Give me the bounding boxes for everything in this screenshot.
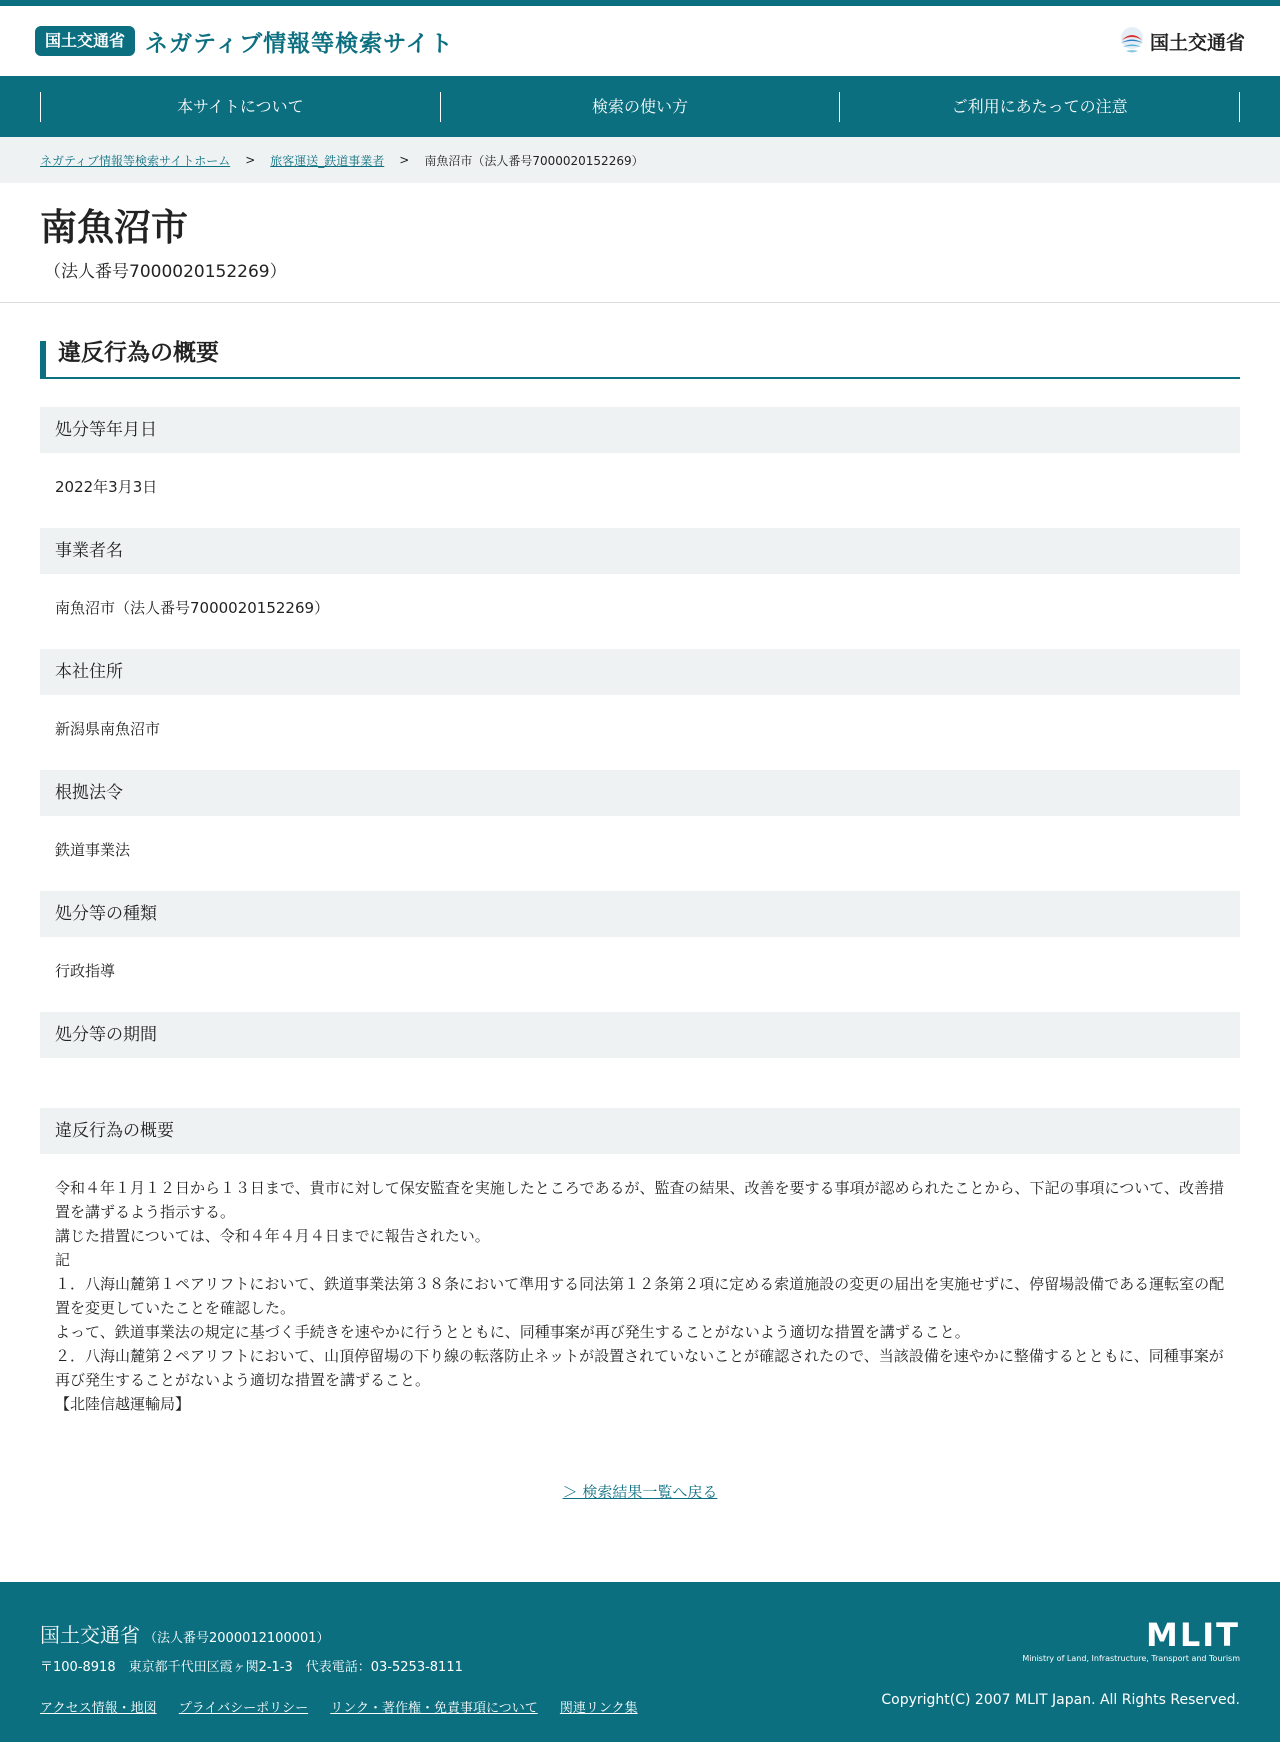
label-legal-basis: 根拠法令 [40,770,1240,816]
breadcrumb-separator: > [245,153,256,167]
nav-about[interactable]: 本サイトについて [40,92,440,122]
footer-link-privacy[interactable]: プライバシーポリシー [178,1701,309,1716]
breadcrumb-category-link[interactable]: 旅客運送_鉄道事業者 [270,153,385,168]
section-title-text: 違反行為の概要 [58,340,219,366]
site-header [0,6,1280,76]
ministry-logo[interactable] [1118,26,1245,56]
label-disposition-date: 処分等年月日 [40,407,1240,453]
breadcrumb-home-link[interactable]: ネガティブ情報等検索サイトホーム [40,153,231,168]
value-disposition-type: 行政指導 [55,962,116,980]
site-title[interactable]: ネガティブ情報等検索サイト [145,30,454,57]
nav-how-to-search[interactable]: 検索の使い方 [440,92,840,122]
global-nav [0,76,1280,137]
site-brand[interactable] [35,25,454,58]
value-operator-name: 南魚沼市（法人番号7000020152269） [55,599,330,617]
ministry-badge: 国土交通省 [35,26,135,56]
footer-org-name: 国土交通省 [40,1623,140,1647]
footer-address: 〒100-8918 東京都千代田区霞ヶ関2-1-3 代表電話：03-5253-8111 [40,1660,463,1675]
page-heading [0,183,1280,303]
value-legal-basis: 鉄道事業法 [55,841,131,859]
label-violation-summary: 違反行為の概要 [40,1108,1240,1154]
section-title [40,341,1240,379]
value-head-office-address: 新潟県南魚沼市 [55,720,161,738]
value-disposition-period [40,1058,1240,1108]
page-title: 南魚沼市 [40,206,188,249]
mlit-logo-tagline: Ministry of Land, Infrastructure, Transport and Tourism [1022,1654,1240,1663]
nav-usage-notes[interactable]: ご利用にあたっての注意 [839,92,1240,122]
breadcrumb [0,137,1280,183]
mlit-logo [1022,1616,1240,1663]
footer-link-copyright[interactable]: リンク・著作権・免責事項について [330,1701,538,1716]
copyright: Copyright(C) 2007 MLIT Japan. All Rights Reserved. [881,1692,1240,1708]
value-disposition-date: 2022年3月3日 [55,478,158,496]
page-subtitle: （法人番号7000020152269） [44,262,287,282]
violation-summary-text: 令和４年１月１２日から１３日まで、貴市に対して保安監査を実施したところであるが、監査の結果、改善を要する事項が認められたことから、下記の事項について、改善措置を講ずるよう指示する。 講じた措置については、令和４年４月４日までに報告されたい。 記 １．八海山麓第１ペアリフトにおいて、鉄道事業法第３８条において準用する同法第１２条第２項に定める索道施設の変更の届出を実施せずに、停留場設備である運転室の配置を変更していたことを確認した。 よって、鉄道事業法の規定に基づく手続きを速やかに行うとともに、同種事案が再び発生することがないよう適切な措置を講ずること。 ２．八海山麓第２ペアリフトにおいて、山頂停留場の下り線の転落防止ネットが設置されていないことが確認されたので、当該設備を速やかに整備するとともに、同種事案が再び発生することがないよう適切な措置を講ずること。 【北陸信越運輸局】 [55,1179,1225,1413]
back-to-results-link[interactable]: ＞ 検索結果一覧へ戻る [562,1483,718,1501]
footer-link-access[interactable]: アクセス情報・地図 [40,1701,157,1716]
footer-org-number: （法人番号2000012100001） [144,1631,330,1646]
site-footer [0,1582,1280,1742]
back-link-wrap [40,1441,1240,1582]
ministry-emblem-icon [1118,26,1146,56]
value-violation-summary [40,1154,1240,1441]
main-content [0,303,1280,1582]
label-disposition-type: 処分等の種類 [40,891,1240,937]
detail-list [40,407,1240,1441]
label-disposition-period: 処分等の期間 [40,1012,1240,1058]
breadcrumb-current: 南魚沼市（法人番号7000020152269） [424,153,644,168]
footer-link-related[interactable]: 関連リンク集 [559,1701,638,1716]
breadcrumb-separator: > [399,153,410,167]
ministry-logo-text: 国土交通省 [1149,31,1245,54]
label-head-office-address: 本社住所 [40,649,1240,695]
mlit-logo-mark: MLIT [1146,1616,1240,1654]
label-operator-name: 事業者名 [40,528,1240,574]
